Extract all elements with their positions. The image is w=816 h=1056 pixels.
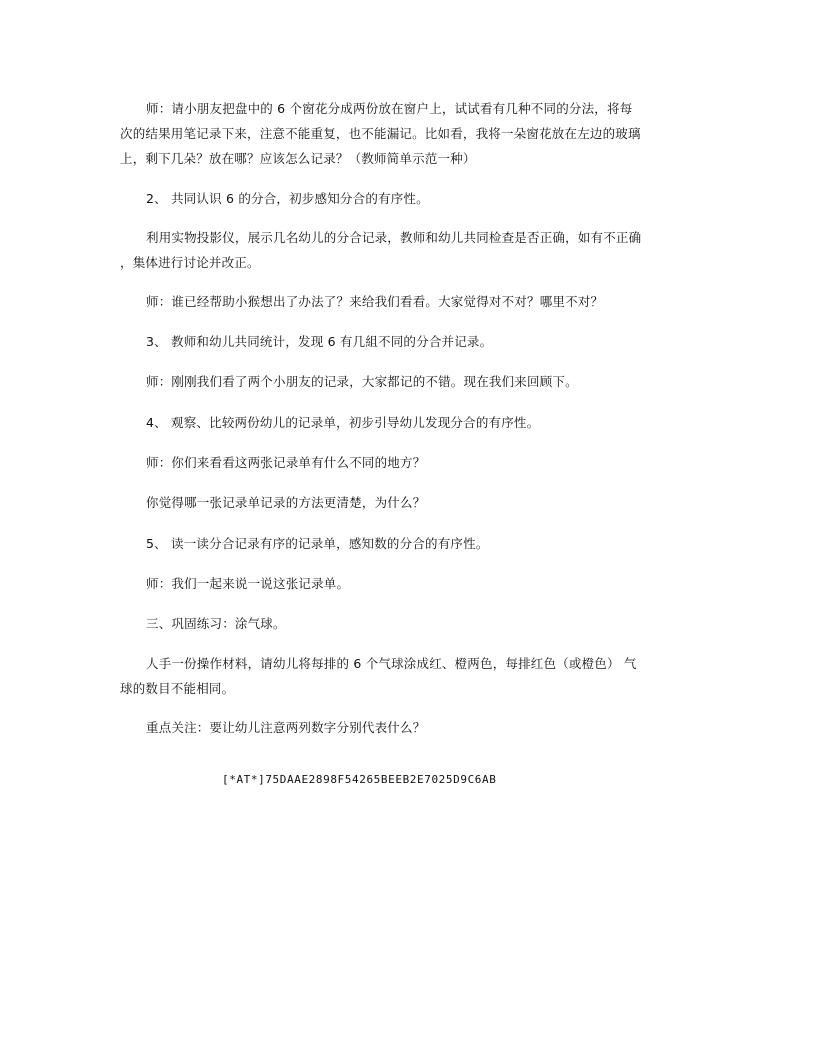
paragraph-line: 重点关注：要让幼儿注意两列数字分别代表什么？ (146, 720, 426, 735)
paragraph-line: 你觉得哪一张记录单记录的方法更清楚，为什么？ (146, 495, 426, 510)
section-heading: 三、巩固练习：涂气球。 (146, 616, 286, 631)
paragraph-line: 利用实物投影仪，展示几名幼儿的分合记录，教师和幼儿共同检查是否正确，如有不正确 (146, 230, 642, 245)
document-id-code: [*AT*]75DAAE2898F54265BEEB2E7025D9C6AB (222, 773, 497, 786)
section-heading: 2、 共同认识 6 的分合，初步感知分合的有序性。 (146, 191, 429, 206)
section-heading: 3、 教师和幼儿共同统计，发现 6 有几組不同的分合并记录。 (146, 334, 493, 349)
paragraph-line: 师：刚刚我们看了两个小朋友的记录，大家都记的不错。现在我们来回顾下。 (146, 374, 578, 389)
paragraph-line: ，集体进行讨论并改正。 (120, 255, 260, 270)
paragraph-line: 次的结果用笔记录下来，注意不能重复，也不能漏记。比如看，我将一朵窗花放在左边的玻璃 (120, 126, 641, 141)
paragraph-line: 师：谁已经帮助小猴想出了办法了？来给我们看看。大家觉得对不对？哪里不对？ (146, 294, 604, 309)
section-heading: 4、 观察、比较两份幼儿的记录单，初步引导幼儿发现分合的有序性。 (146, 415, 540, 430)
paragraph-line: 人手一份操作材料，请幼儿将每排的 6 个气球涂成红、橙两色，每排红色（或橙色） 气 (146, 656, 637, 671)
paragraph-line: 上，剩下几朵？放在哪？应该怎么记录？（教师简单示范一种） (120, 151, 476, 166)
paragraph-line: 师：我们一起来说一说这张记录单。 (146, 576, 350, 591)
section-heading: 5、 读一读分合记录有序的记录单，感知数的分合的有序性。 (146, 536, 489, 551)
paragraph-line: 师：你们来看看这两张记录单有什么不同的地方？ (146, 455, 426, 470)
paragraph-line: 球的数目不能相同。 (120, 681, 235, 696)
paragraph-line: 师：请小朋友把盘中的 6 个窗花分成两份放在窗户上，试试看有几种不同的分法，将每 (146, 101, 633, 116)
